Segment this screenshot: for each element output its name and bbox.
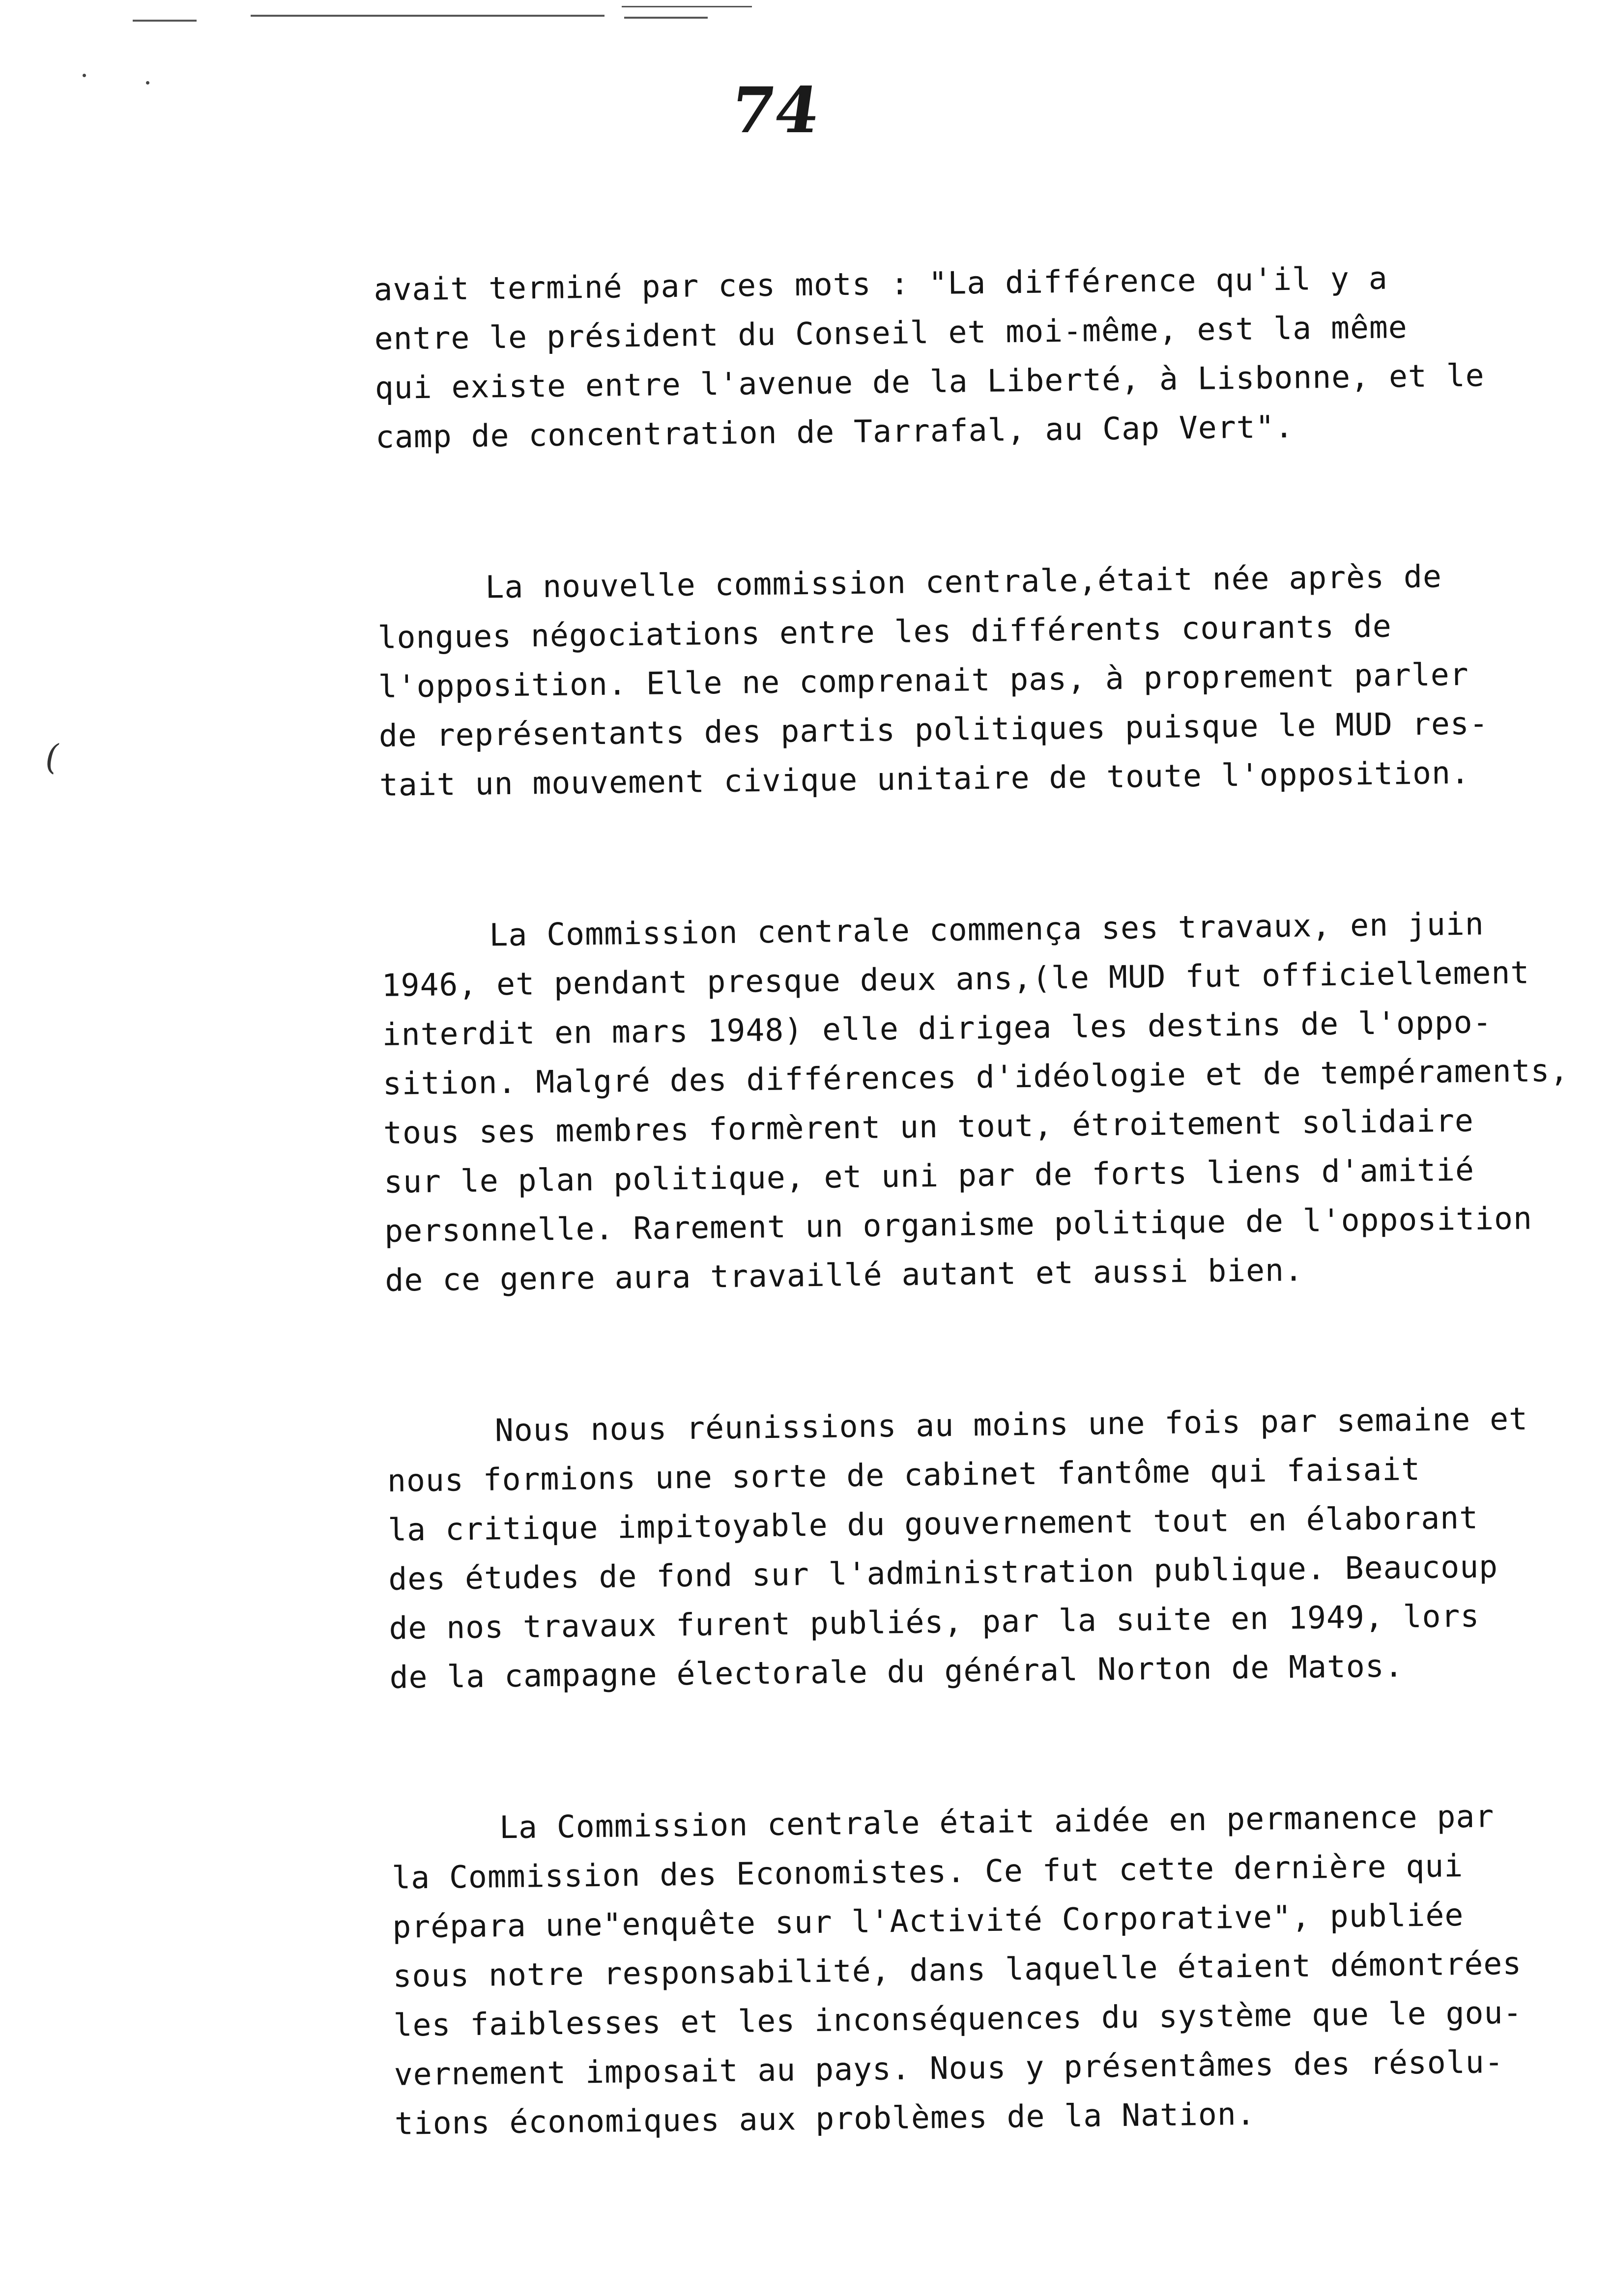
text-line: personnelle. Rarement un organisme politique de l'opposition bbox=[384, 1200, 1533, 1249]
text-line: sition. Malgré des différences d'idéologie et de tempéraments, bbox=[382, 1052, 1569, 1102]
text-line: nous formions une sorte de cabinet fantôme qui faisait bbox=[387, 1451, 1421, 1499]
text-line: La nouvelle commission centrale,était née après de bbox=[485, 558, 1442, 605]
margin-mark: ( bbox=[45, 737, 59, 777]
scan-artifact-line bbox=[624, 17, 708, 19]
text-line: sur le plan politique, et uni par de forts liens d'amitié bbox=[383, 1151, 1475, 1200]
text-line: les faiblesses et les inconséquences du système que le gou- bbox=[393, 1994, 1523, 2043]
scan-artifact-line bbox=[133, 20, 197, 22]
text-line: La Commission centrale commença ses travaux, en juin bbox=[489, 906, 1485, 953]
text-line: l'opposition. Elle ne comprenait pas, à proprement parler bbox=[378, 656, 1469, 705]
text-line: interdit en mars 1948) elle dirigea les destins de l'oppo- bbox=[382, 1004, 1492, 1053]
body-text bbox=[374, 252, 1595, 2250]
text-line: de ce genre aura travaillé autant et aussi bien. bbox=[385, 1252, 1304, 1298]
scan-artifact-line bbox=[251, 15, 604, 17]
text-line: prépara une"enquête sur l'Activité Corporative", publiée bbox=[392, 1897, 1464, 1945]
text-line: 1946, et pendant presque deux ans,(le MUD fut officiellement bbox=[381, 954, 1530, 1004]
text-line: sous notre responsabilité, dans laquelle étaient démontrées bbox=[393, 1945, 1522, 1994]
paragraph bbox=[391, 1791, 1594, 2149]
text-line: de nos travaux furent publiés, par la suite en 1949, lors bbox=[389, 1598, 1480, 1646]
text-line: Nous nous réunissions au moins une fois par semaine et bbox=[494, 1401, 1528, 1449]
scan-artifact-dot bbox=[146, 81, 149, 85]
scan-artifact-dot bbox=[83, 74, 86, 77]
paragraph bbox=[377, 550, 1579, 810]
text-line: tait un mouvement civique unitaire de toute l'opposition. bbox=[379, 754, 1470, 803]
text-line: avait terminé par ces mots : "La différence qu'il y a bbox=[374, 260, 1388, 308]
text-line: la critique impitoyable du gouvernement tout en élaborant bbox=[387, 1499, 1479, 1548]
text-line: qui existe entre l'avenue de la Liberté, à Lisbonne, et le bbox=[374, 357, 1485, 406]
text-line: tous ses membres formèrent un tout, étroitement solidaire bbox=[383, 1102, 1474, 1151]
paragraph bbox=[386, 1394, 1589, 1702]
text-line: de représentants des partis politiques puisque le MUD res- bbox=[378, 705, 1489, 754]
text-line: longues négociations entre les différents courants de bbox=[377, 608, 1392, 656]
text-line: tions économiques aux problèmes de la Nation. bbox=[394, 2095, 1256, 2142]
page-number: 74 bbox=[726, 74, 824, 147]
paragraph bbox=[381, 898, 1584, 1305]
paragraph bbox=[374, 252, 1575, 462]
text-line: de la campagne électorale du général Norton de Matos. bbox=[389, 1648, 1404, 1695]
text-line: des études de fond sur l'administration publique. Beaucoup bbox=[388, 1549, 1498, 1597]
text-line: la Commission des Economistes. Ce fut cette dernière qui bbox=[391, 1848, 1464, 1896]
text-line: camp de concentration de Tarrafal, au Cap Vert". bbox=[375, 408, 1294, 455]
text-line: entre le président du Conseil et moi-même, est la même bbox=[374, 309, 1408, 357]
text-line: La Commission centrale était aidée en permanence par bbox=[499, 1798, 1495, 1846]
scan-artifact-line bbox=[622, 6, 752, 7]
text-line: vernement imposait au pays. Nous y présentâmes des résolu- bbox=[394, 2044, 1504, 2093]
